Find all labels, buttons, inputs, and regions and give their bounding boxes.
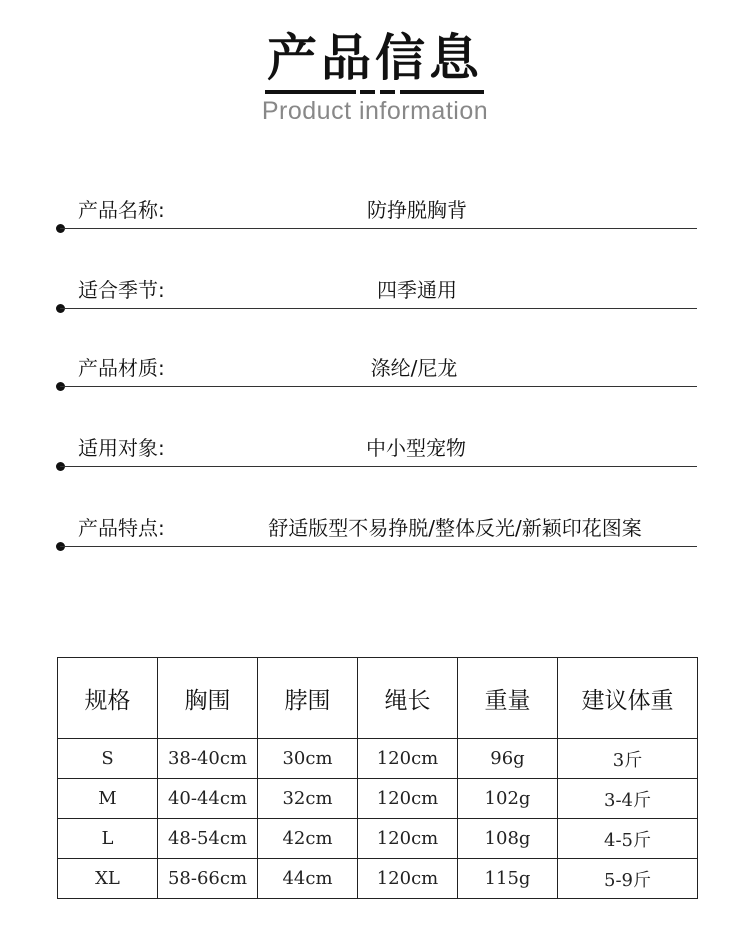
- table-cell: 120cm: [358, 739, 458, 779]
- info-value: 防挣脱胸背: [367, 198, 467, 222]
- size-table: [57, 657, 698, 899]
- info-row-target: [56, 436, 697, 467]
- title-decoration-bar: [265, 90, 356, 94]
- table-cell: 96g: [458, 739, 558, 779]
- row-underline: [60, 386, 697, 387]
- table-cell: 30cm: [258, 739, 358, 779]
- table-cell: 5-9斤: [558, 859, 698, 899]
- table-cell: 58-66cm: [158, 859, 258, 899]
- table-cell: 120cm: [358, 819, 458, 859]
- column-header-weight: 重量: [458, 658, 558, 739]
- table-row: [58, 859, 698, 899]
- page-subtitle: Product information: [261, 97, 489, 125]
- table-cell: M: [58, 779, 158, 819]
- row-underline: [60, 228, 697, 229]
- info-value: 四季通用: [377, 278, 457, 302]
- table-cell: XL: [58, 859, 158, 899]
- info-row-product-name: [56, 198, 697, 229]
- row-underline: [60, 308, 697, 309]
- info-row-features: [56, 516, 697, 547]
- column-header-size: 规格: [58, 658, 158, 739]
- column-header-neck: 脖围: [258, 658, 358, 739]
- page-title: 产品信息: [267, 29, 483, 87]
- column-header-leash-length: 绳长: [358, 658, 458, 739]
- info-label: 产品特点:: [78, 516, 165, 540]
- title-decoration-dash: [380, 90, 395, 94]
- table-cell: 102g: [458, 779, 558, 819]
- table-cell: S: [58, 739, 158, 779]
- table-cell: L: [58, 819, 158, 859]
- table-cell: 48-54cm: [158, 819, 258, 859]
- row-underline: [60, 466, 697, 467]
- table-cell: 42cm: [258, 819, 358, 859]
- table-cell: 4-5斤: [558, 819, 698, 859]
- info-label: 适用对象:: [78, 436, 165, 460]
- table-cell: 120cm: [358, 859, 458, 899]
- table-row: [58, 779, 698, 819]
- title-decoration-bar: [400, 90, 484, 94]
- info-row-season: [56, 278, 697, 309]
- table-cell: 32cm: [258, 779, 358, 819]
- table-cell: 115g: [458, 859, 558, 899]
- info-label: 产品名称:: [78, 198, 165, 222]
- table-row: [58, 739, 698, 779]
- table-cell: 40-44cm: [158, 779, 258, 819]
- table-header-row: [58, 658, 698, 739]
- table-cell: 3-4斤: [558, 779, 698, 819]
- row-underline: [60, 546, 697, 547]
- info-value: 舒适版型不易挣脱/整体反光/新颖印花图案: [268, 516, 642, 540]
- table-row: [58, 819, 698, 859]
- table-cell: 3斤: [558, 739, 698, 779]
- info-value: 涤纶/尼龙: [370, 356, 458, 380]
- title-decoration-dash: [360, 90, 375, 94]
- table-cell: 44cm: [258, 859, 358, 899]
- table-cell: 108g: [458, 819, 558, 859]
- info-value: 中小型宠物: [366, 436, 466, 460]
- info-label: 产品材质:: [78, 356, 165, 380]
- table-cell: 38-40cm: [158, 739, 258, 779]
- info-label: 适合季节:: [78, 278, 165, 302]
- info-row-material: [56, 356, 697, 387]
- column-header-chest: 胸围: [158, 658, 258, 739]
- column-header-recommended-weight: 建议体重: [558, 658, 698, 739]
- table-cell: 120cm: [358, 779, 458, 819]
